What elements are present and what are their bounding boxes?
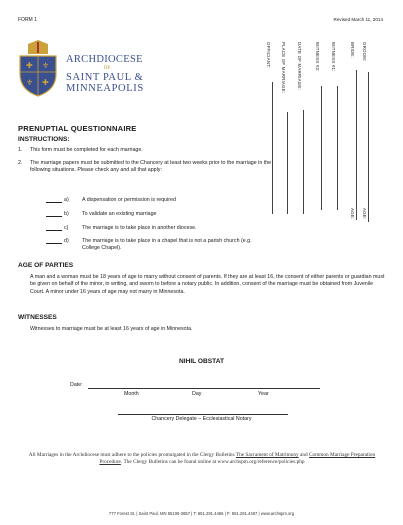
svg-text:✚: ✚ [42,78,49,87]
witness2-field-label: WITNESS #2: [315,42,320,72]
policy-text-mid: and [298,452,309,458]
option-b-text: To validate an existing marriage [82,211,157,217]
bride-field-line[interactable] [356,70,357,220]
age-of-parties-text: A man and a woman must be 18 years of age to marry without consent of parents. If they are at least 16, the consent of either parents or guardian must be given on behalf of the minor, in writing, and sworn to before a notary public. In addition, consent of the marriage must be obtained from Juvenile Court. A minor under 16 years of age may not marry in Minnesota. [30,274,385,295]
year-label: Year [258,391,269,397]
policy-link-common-prep[interactable]: Common Marriage Preparation Procedure [99,452,376,466]
date-of-marriage-line[interactable] [303,110,304,214]
witnesses-text: Witnesses to marriage must be at least 16 years of age in Minnesota. [30,326,193,332]
svg-text:⚜: ⚜ [26,78,34,87]
officiant-line[interactable] [272,82,273,214]
policy-text-post: . The Clergy Bulletins can be found online at www.archspm.org/reference/policies.php [120,459,305,466]
logo-line-saint-paul: SAINT PAUL & [66,72,144,83]
option-b-row [46,211,282,218]
policy-notice [22,452,382,467]
groom-field-line[interactable] [368,72,369,222]
option-b-letter: b) [64,211,69,217]
instruction-2-number: 2. [18,160,23,166]
option-a-checkbox[interactable] [46,197,62,203]
option-c-checkbox[interactable] [46,225,62,231]
logo-line-archdiocese: ARCHDIOCESE [66,54,143,65]
revised-date: Revised March 11, 2014 [333,17,383,22]
age-of-parties-heading: AGE OF PARTIES [18,262,74,269]
option-d-text: The marriage is to take place in a chapel that is not a parish church (e.g. College Chapel). [82,238,252,252]
bride-age-label: AGE: [350,208,355,220]
month-label: Month [124,391,139,397]
instructions-heading: INSTRUCTIONS: [18,136,70,143]
date-label: Date: [70,382,83,388]
witnesses-heading: WITNESSES [18,314,57,321]
policy-text-pre: All Marriages in the Archdiocese must adhere to the policies promulgated in the Clergy Bulletins [28,452,236,458]
page-title: PRENUPTIAL QUESTIONNAIRE [18,124,137,133]
footer-address: 777 Forest St. | Saint Paul, MN 55106-3857 | T: 651.291.4466 | F: 651.291.4467 | www.archspm.org [108,511,295,516]
option-a-text: A dispensation or permission is required [82,197,176,203]
option-c-letter: c) [64,225,69,231]
instruction-1-text: This form must be completed for each marriage. [30,147,143,153]
signature-line[interactable] [118,414,288,415]
option-c-text: The marriage is to take place in another diocese. [82,225,197,231]
signature-label: Chancery Delegate – Ecclesiastical Notary [151,416,252,422]
logo-wordmark [66,54,148,94]
witness2-field-line[interactable] [321,86,322,210]
logo-line-minneapolis: MINNEAPOLIS [66,83,144,94]
bride-field-label: BRIDE: [350,42,355,58]
date-of-marriage-label: DATE OF MARRIAGE: [297,42,302,90]
option-d-row [46,238,252,253]
option-b-checkbox[interactable] [46,211,62,217]
svg-text:✚: ✚ [26,61,33,70]
svg-text:⚜: ⚜ [42,61,50,70]
form-number: FORM 1 [18,17,37,23]
option-c-row [46,225,282,232]
officiant-label: OFFICIANT: [266,42,271,68]
archdiocese-logo [14,40,154,100]
groom-field-label: GROOM: [362,42,367,62]
option-a-letter: a) [64,197,69,203]
groom-age-label: AGE: [362,208,367,220]
option-a-row [46,197,282,204]
option-d-letter: d) [64,238,69,244]
instruction-1-number: 1. [18,147,23,153]
nihil-obstat-heading: NIHIL OBSTAT [178,358,225,365]
day-label: Day [192,391,202,397]
logo-line-of: OF [103,66,111,71]
policy-link-sacrament[interactable]: The Sacrament of Matrimony [235,452,299,458]
coat-of-arms-icon [14,40,62,98]
option-d-checkbox[interactable] [46,238,62,244]
witness1-field-line[interactable] [337,86,338,210]
witness1-field-label: WITNESS #1: [331,42,336,72]
date-line[interactable] [88,388,320,389]
place-of-marriage-label: PLACE OF MARRIAGE: [281,42,286,94]
instruction-2-text: The marriage papers must be submitted to the Chancery at least two weeks prior to the marriage in the following situations. Please check any and all that apply: [30,160,272,174]
